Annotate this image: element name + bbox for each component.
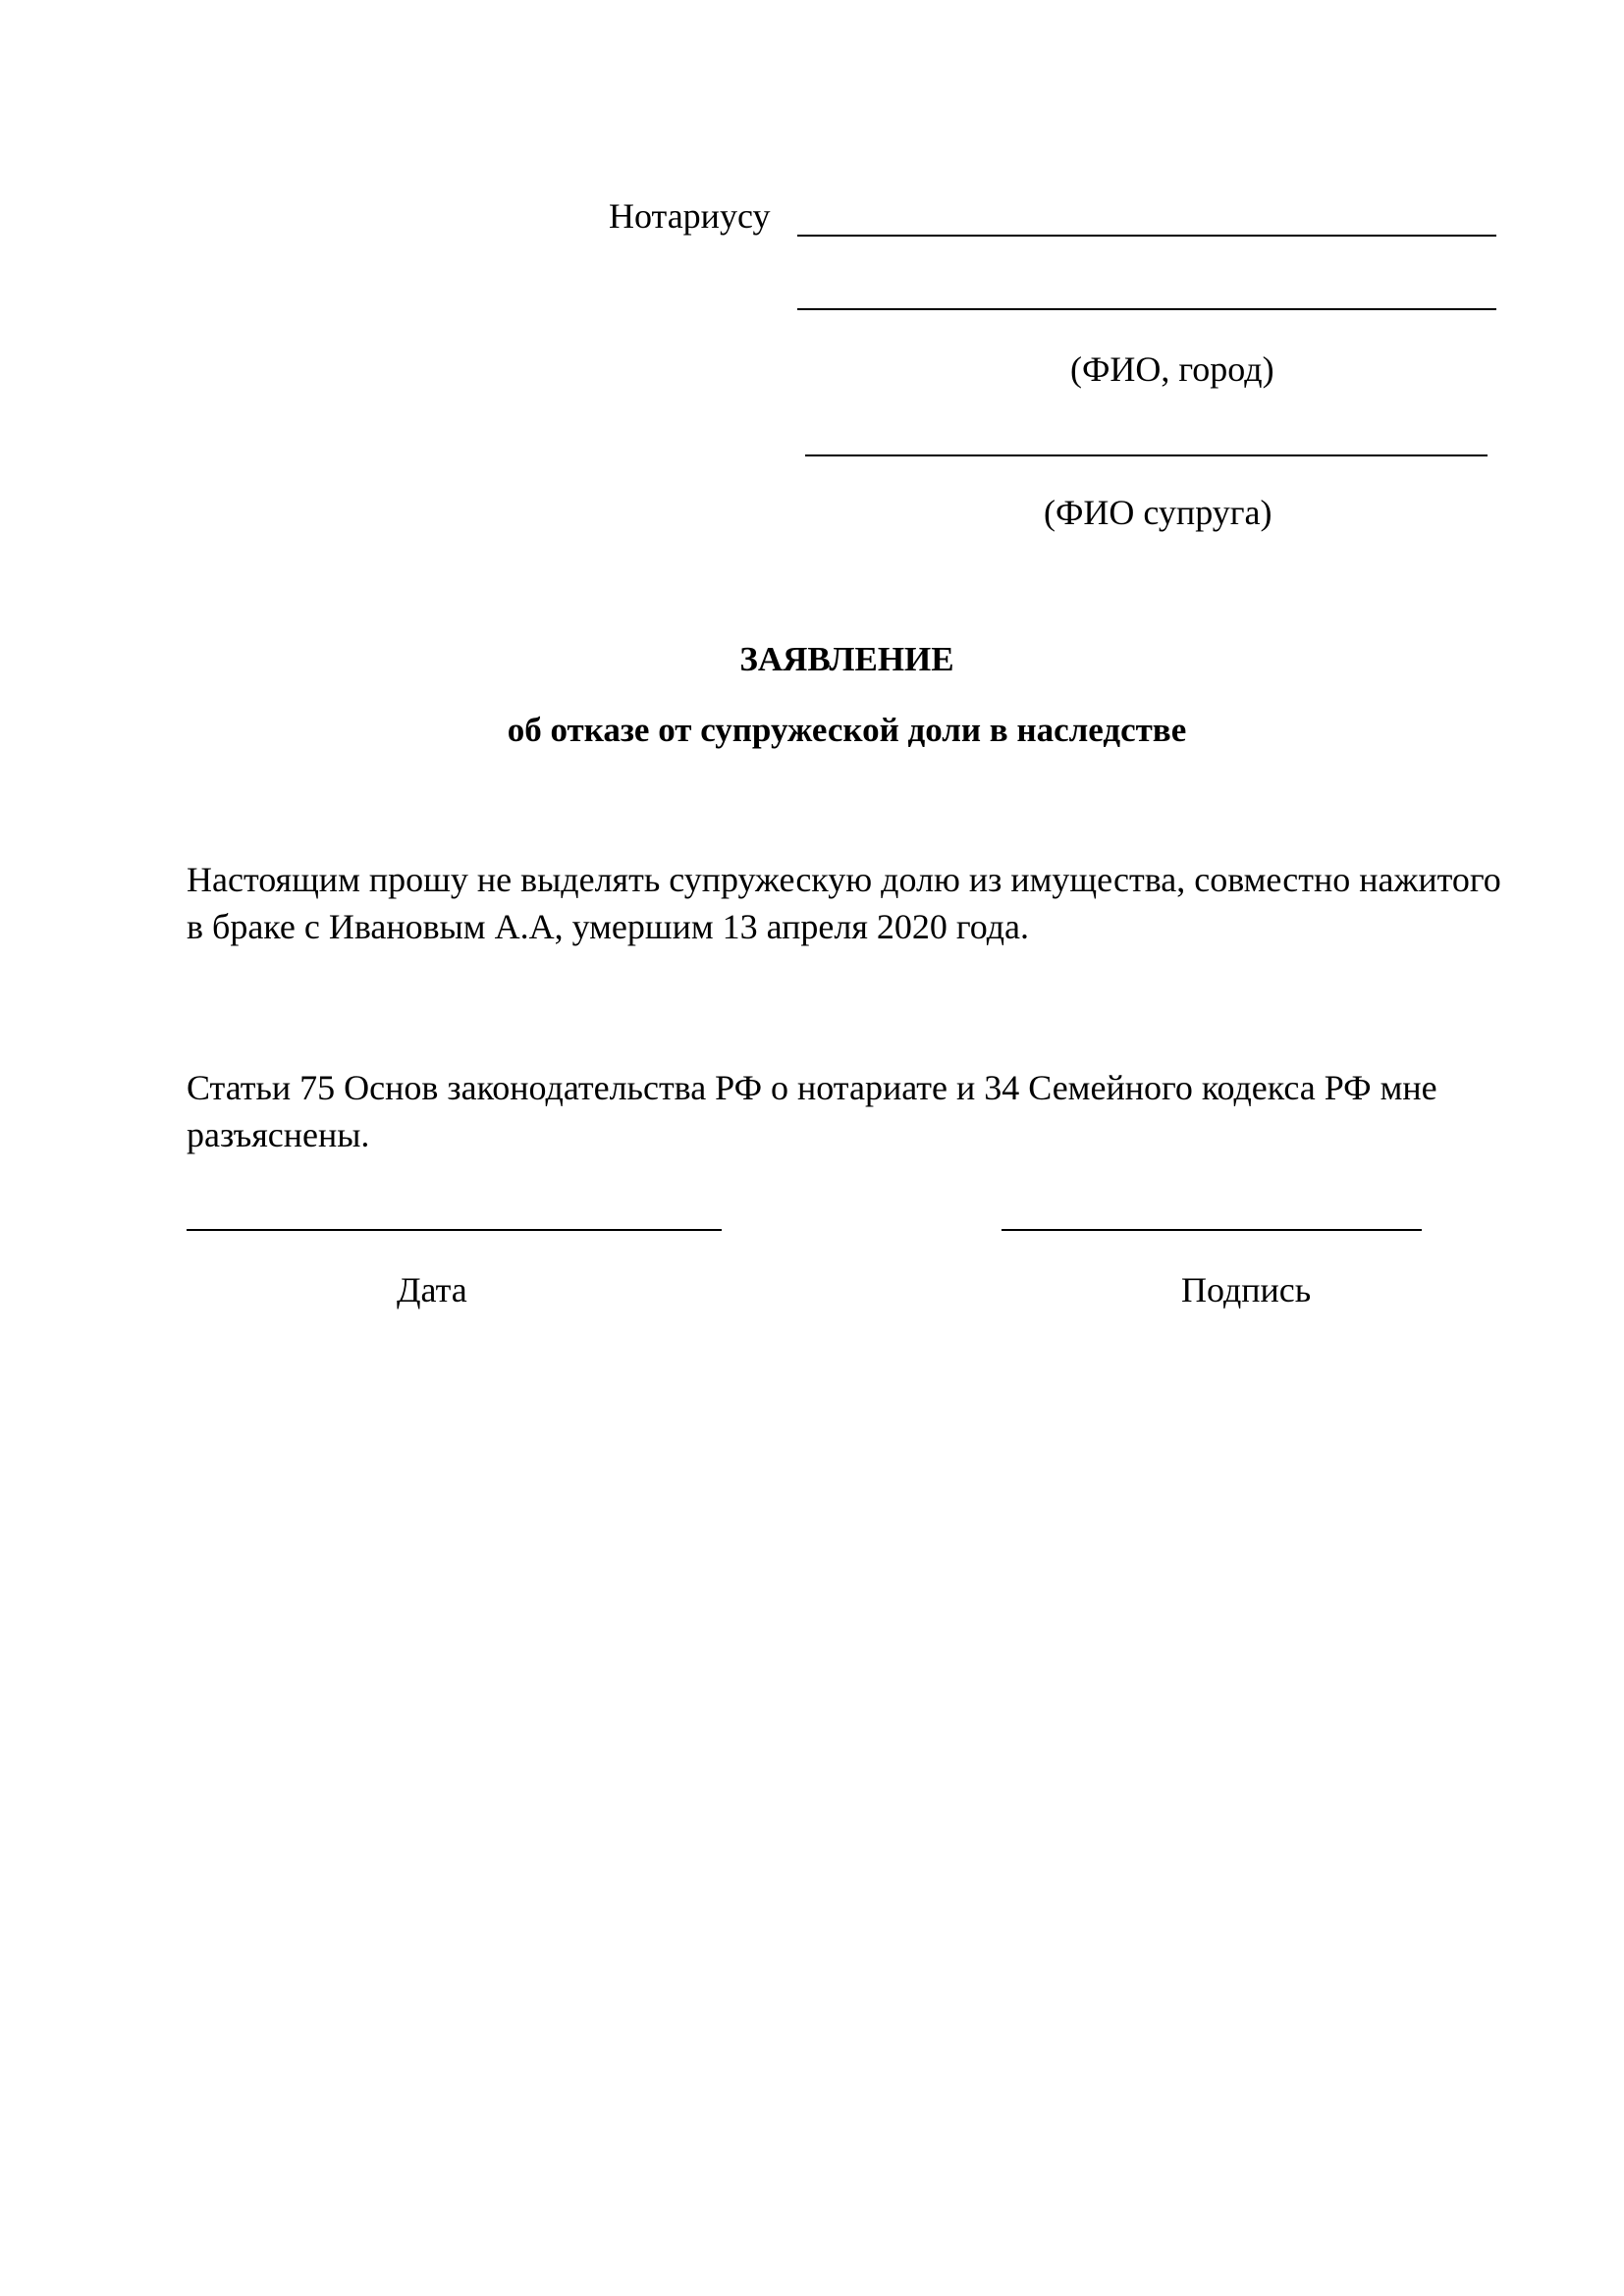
fio-city-caption: (ФИО, город) [1070, 349, 1274, 389]
notary-name-line [797, 235, 1496, 237]
notary-label: Нотариусу [609, 196, 771, 236]
date-line [187, 1229, 722, 1231]
document-title: ЗАЯВЛЕНИЕ [739, 640, 954, 678]
notary-row [609, 194, 1512, 241]
signature-label: Подпись [1181, 1270, 1312, 1309]
date-label: Дата [397, 1270, 467, 1309]
statement-paragraph: Настоящим прошу не выделять супружескую долю из имущества, совместно нажитого в браке с Ивановым А.А, умершим 13 апреля 2020 года. [187, 860, 1501, 946]
notary-city-line [797, 308, 1496, 310]
acknowledgement-paragraph: Статьи 75 Основ законодательства РФ о нотариате и 34 Семейного кодекса РФ мне разъяснены. [187, 1068, 1437, 1154]
spouse-name-line [805, 454, 1488, 456]
document-subtitle: об отказе от супружеской доли в наследстве [507, 711, 1187, 749]
signature-line [1001, 1229, 1422, 1231]
spouse-caption: (ФИО супруга) [1044, 493, 1272, 532]
